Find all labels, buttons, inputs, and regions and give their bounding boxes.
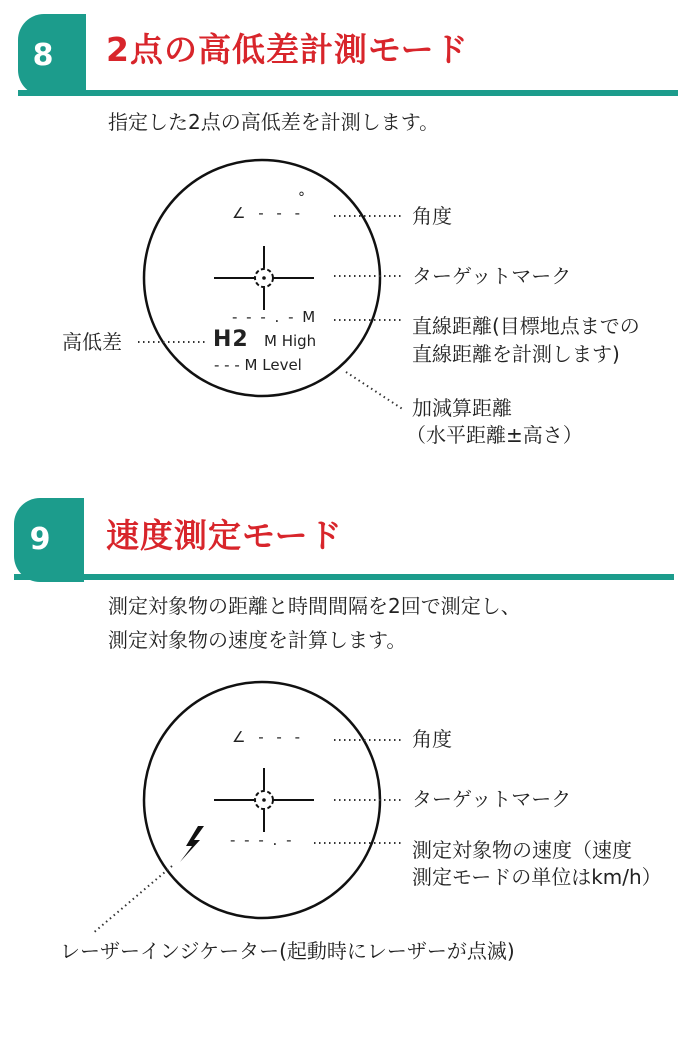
section8-title: 2点の高低差計測モード [106, 30, 469, 69]
label-line-distance-1-8: 直線距離(目標地点までの [412, 314, 640, 338]
crosshair-icon-9 [214, 768, 314, 832]
label-speed-1-9: 測定対象物の速度（速度 [412, 838, 632, 862]
display-high-8: M High [264, 332, 317, 350]
label-line-distance-2-8: 直線距離を計測します) [412, 342, 620, 366]
display-angle-8: ∠ - - - [232, 204, 304, 222]
label-target-9: ターゲットマーク [412, 787, 572, 811]
label-angle-8: 角度 [412, 204, 452, 228]
leader-laser-9 [92, 866, 172, 934]
display-level-8: - - - M Level [214, 356, 302, 374]
section8-description: 指定した2点の高低差を計測します。 [108, 110, 440, 134]
label-corrected-2-8: （水平距離±高さ） [406, 423, 583, 447]
display-speed-9: - - - . - [230, 831, 294, 849]
laser-bolt-icon [180, 826, 204, 862]
display-distance-8: - - - . - M [232, 308, 318, 326]
label-corrected-1-8: 加減算距離 [412, 396, 512, 420]
display-h2-8: H2 [213, 327, 249, 352]
label-angle-9: 角度 [412, 727, 452, 751]
label-height-diff-8: 高低差 [62, 330, 122, 354]
label-speed-2-9: 測定モードの単位はkm/h） [412, 865, 662, 889]
display-angle-9: ∠ - - - [232, 728, 304, 746]
section9-number: 9 [29, 522, 51, 557]
section9-title: 速度測定モード [106, 516, 343, 555]
section9-description-1: 測定対象物の距離と時間間隔を2回で測定し、 [108, 594, 521, 618]
label-laser-9: レーザーインジケーター(起動時にレーザーが点滅) [60, 939, 515, 963]
section8-number: 8 [32, 38, 54, 73]
display-degree-8: ° [298, 190, 305, 206]
section9-description-2: 測定対象物の速度を計算します。 [108, 628, 407, 652]
label-target-8: ターゲットマーク [412, 264, 572, 288]
